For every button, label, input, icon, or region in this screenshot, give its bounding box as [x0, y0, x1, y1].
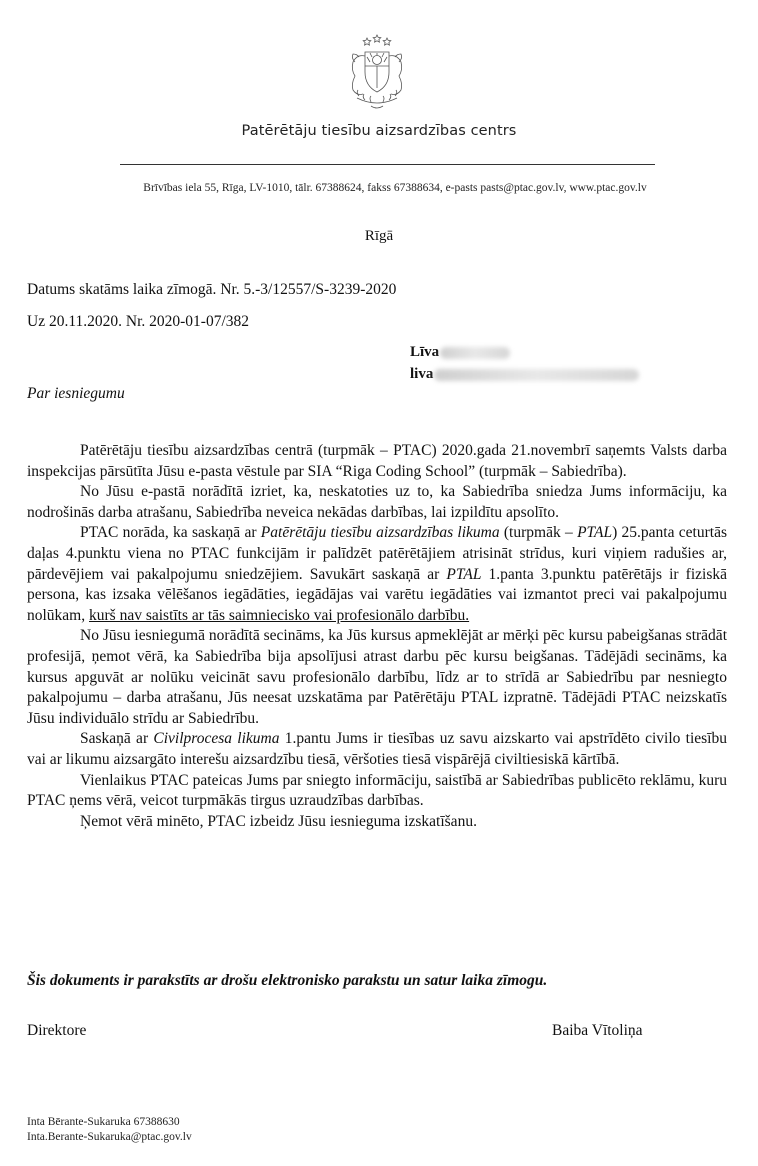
contact-person-name-phone: Inta Bērante-Sukaruka 67388630: [27, 1116, 180, 1128]
signatory-name: Baiba Vītoliņa: [552, 1022, 643, 1039]
paragraph: Vienlaikus PTAC pateicas Jums par sniegto informāciju, saistībā ar Sabiedrības publicēto reklāmu, kuru PTAC ņems vērā, veicot turpmākās tirgus uzraudzības darbības.: [27, 771, 727, 810]
header-divider: [120, 164, 655, 165]
law-abbreviation: PTAL: [446, 565, 482, 583]
city: Rīgā: [364, 228, 394, 244]
contact-person-email: Inta.Berante-Sukaruka@ptac.gov.lv: [27, 1131, 192, 1143]
redaction-blur: [434, 369, 639, 381]
paragraph: Saskaņā ar Civilprocesa likuma 1.pantu Jums ir tiesības uz savu aizskarto vai apstrīdēto civilo tiesību vai ar likumu aizsargāto interešu aizsardzību tiesā, vēršoties tiesā vispārējā civiltiesiskā kārtībā.: [27, 730, 727, 768]
paragraph: PTAC norāda, ka saskaņā ar Patērētāju tiesību aizsardzības likuma (turpmāk – PTAL) 25.panta ceturtās daļas 4.punktu viena no PTAC funkcijām ir palīdzēt patērētājiem atrisināt strīdus, kuri viņiem radušies ar, pārdevējiem vai pakalpojumu sniedzējiem. Savukārt saskaņā ar PTAL 1.panta 3.punktu patērētājs ir fiziskā persona, kas izsaka vēlēšanos iegādāties, iegādājas vai varētu iegādāties vai izmantot preci vai pakalpojumu nolūkam, kurš nav saistīts ar tās saimniecisko vai profesionālo darbību.: [27, 524, 727, 624]
organization-contacts: Brīvības iela 55, Rīga, LV-1010, tālr. 67388624, fakss 67388634, e-pasts pasts@ptac.gov.lv, www.ptac.gov.lv: [143, 182, 647, 194]
document-date-number: Datums skatāms laika zīmogā. Nr. 5.-3/12557/S-3239-2020: [27, 281, 397, 298]
law-abbreviation: PTAL: [577, 524, 613, 542]
paragraph: Ņemot vērā minēto, PTAC izbeidz Jūsu iesnieguma izskatīšanu.: [80, 812, 477, 830]
electronic-signature-note: Šis dokuments ir parakstīts ar drošu elektronisko parakstu un satur laika zīmogu.: [27, 972, 548, 989]
law-title: Civilprocesa likuma: [153, 730, 280, 748]
law-title: Patērētāju tiesību aizsardzības likuma: [260, 524, 500, 542]
recipient-name-visible: Līva: [410, 344, 440, 360]
subject-line: Par iesniegumu: [27, 385, 125, 402]
paragraph: Patērētāju tiesību aizsardzības centrā (turpmāk – PTAC) 2020.gada 21.novembrī saņemts Valsts darba inspekcijas pārsūtīta Jūsu e-pasta vēstule par SIA “Riga Coding School” (turpmāk – Sabiedrība).: [27, 442, 727, 480]
reference-number: Uz 20.11.2020. Nr. 2020-01-07/382: [27, 313, 250, 330]
letter-body: [27, 441, 727, 832]
underlined-clause: kurš nav saistīts ar tās saimniecisko vai profesionālo darbību.: [89, 606, 470, 624]
recipient-name: [410, 344, 510, 361]
latvia-coat-of-arms-icon: [341, 26, 413, 116]
signatory-position: Direktore: [27, 1022, 87, 1039]
redaction-blur: [440, 347, 510, 359]
paragraph: No Jūsu e-pastā norādītā izriet, ka, neskatoties uz to, ka Sabiedrība sniedza Jums informāciju, ka nodrošinās darba atrašanu, Sabiedrība neveica nekādas darbības, lai izpildītu apsolīto.: [27, 483, 727, 521]
organization-name: Patērētāju tiesību aizsardzības centrs: [241, 123, 517, 139]
recipient-email: [410, 366, 639, 383]
recipient-email-visible: liva: [410, 366, 434, 382]
paragraph: No Jūsu iesniegumā norādītā secināms, ka Jūs kursus apmeklējāt ar mērķi pēc kursu pabeigšanas strādāt profesijā, ņemot vērā, ka Sabiedrība bija apsolījusi atrast darbu pēc kursu beigšanas. Tādējādi secināms, ka kursus apguvāt ar nolūku veicināt savu profesionālo darbību, līdz ar to strīdā ar Sabiedrību par nesniegto pakalpojumu – darba atrašanu, Jūs neesat uzskatāma par Patērētāju PTAL izpratnē. Tādējādi PTAC neizskatīs Jūsu individuālo strīdu ar Sabiedrību.: [27, 627, 727, 727]
